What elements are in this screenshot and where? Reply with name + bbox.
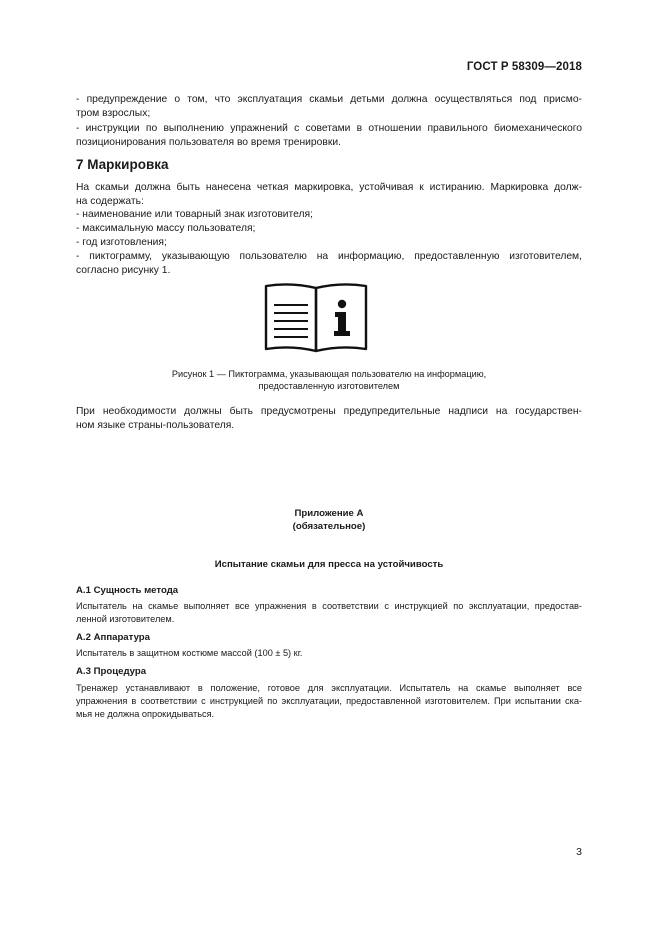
annex-a2-title: А.2 Аппаратура [76, 632, 150, 643]
list-item-instructions-line1: - инструкции по выполнению упражнений с советами в отношении правильного биомеханического [76, 123, 582, 134]
page-number: 3 [576, 846, 582, 858]
annex-a3-text-line1: Тренажер устанавливают в положение, готовое для эксплуатации. Испытатель на скамье выполняет все [76, 683, 582, 693]
annex-a3-title: А.3 Процедура [76, 666, 147, 677]
figure-1-caption-line1: Рисунок 1 — Пиктограмма, указывающая пользователю на информацию, [171, 369, 487, 379]
annex-a1-text-line2: ленной изготовителем. [76, 614, 175, 624]
annex-a1-title: А.1 Сущность метода [76, 585, 179, 596]
annex-subtitle: (обязательное) [292, 521, 366, 532]
annex-a2-text: Испытатель в защитном костюме массой (100 ± 5) кг. [76, 648, 303, 658]
document-header-id: ГОСТ Р 58309—2018 [466, 61, 582, 73]
warning-labels-paragraph-line2: ном языке страны-пользователя. [76, 420, 235, 431]
annex-a1-text-line1: Испытатель на скамье выполняет все упражнения в соответствии с инструкцией по эксплуатации, предостав- [76, 601, 582, 611]
list-item-warning-line2: тром взрослых; [76, 108, 151, 119]
figure-1-caption-line2: предоставленную изготовителем [258, 381, 400, 391]
marking-list-item-pictogram-line1: - пиктограмму, указывающую пользователю на информацию, предоставленную изготовителем, [76, 251, 582, 262]
warning-labels-paragraph-line1: При необходимости должны быть предусмотрены предупредительные надписи на государствен- [76, 406, 582, 417]
figure-1-caption [76, 368, 582, 392]
annex-a3-text-line3: мья не должна опрокидываться. [76, 709, 215, 719]
info-book-pictogram-icon [264, 283, 368, 353]
list-item-instructions-line2: позиционирования пользователя во время тренировки. [76, 137, 341, 148]
annex-heading: Испытание скамьи для пресса на устойчивость [214, 559, 444, 570]
section-7-paragraph-line1: На скамьи должна быть нанесена четкая маркировка, устойчивая к истиранию. Маркировка долж- [76, 182, 582, 193]
section-7-paragraph-line2: на содержать: [76, 196, 144, 207]
marking-list-item-pictogram-line2: согласно рисунку 1. [76, 265, 171, 276]
section-7-title: 7 Маркировка [76, 157, 169, 172]
marking-list-item: - максимальную массу пользователя; [76, 223, 256, 234]
annex-a3-text-line2: упражнения в соответствии с инструкцией по эксплуатации, предоставленной изготовителем. При испытании ска- [76, 696, 582, 706]
list-item-warning-line1: - предупреждение о том, что эксплуатация скамьи детьми должна осуществляться под присмо- [76, 94, 582, 105]
marking-list-item: - год изготовления; [76, 237, 167, 248]
annex-title: Приложение А [294, 508, 364, 519]
marking-list-item: - наименование или товарный знак изготовителя; [76, 209, 313, 220]
